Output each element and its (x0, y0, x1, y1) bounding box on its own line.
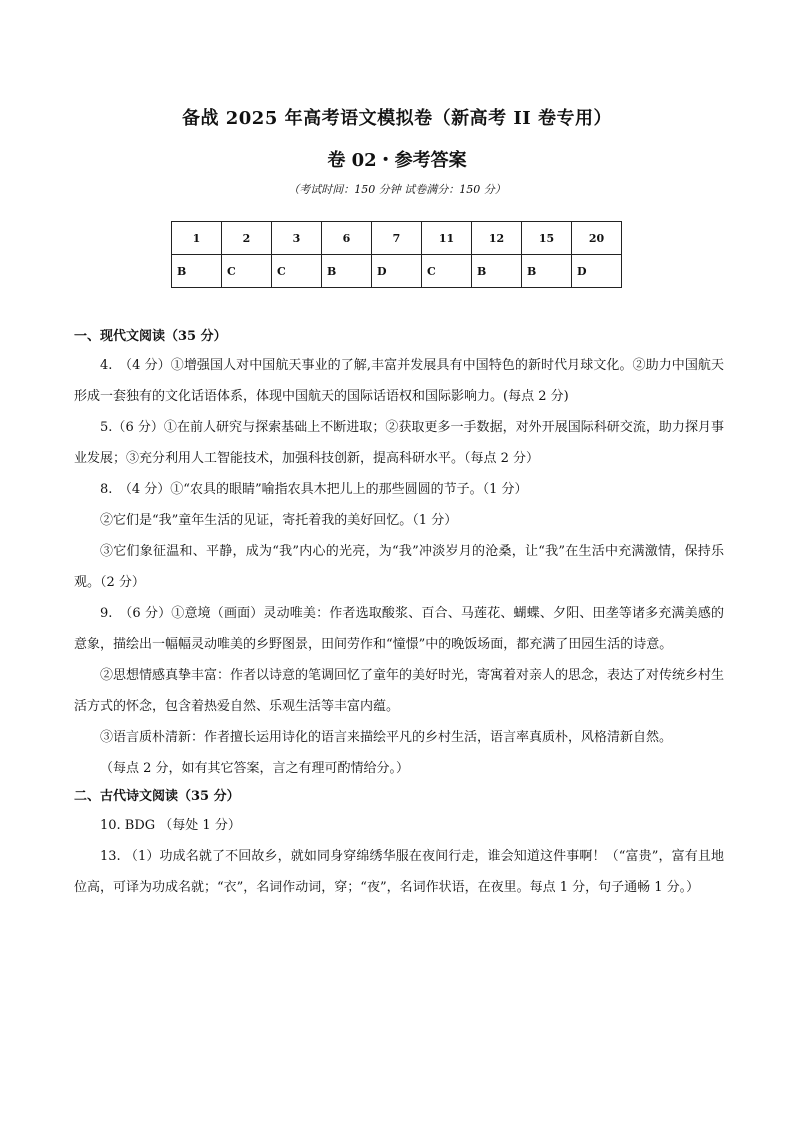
question-number: 20 (572, 222, 622, 255)
answer-choice: B (472, 255, 522, 288)
question-number: 11 (422, 222, 472, 255)
document-title: 备战 2025 年高考语文模拟卷（新高考 II 卷专用） (181, 108, 612, 129)
answer-paragraph: ②思想情感真挚丰富：作者以诗意的笔调回忆了童年的美好时光，寄寓着对亲人的思念，表达了对传统乡村生活方式的怀念，包含着热爱自然、乐观生活等丰富内蕴。 (74, 668, 725, 714)
answer-paragraph: 9. （6 分）①意境（画面）灵动唯美：作者选取酸浆、百合、马莲花、蝴蝶、夕阳、田垄等诸多充满美感的意象，描绘出一幅幅灵动唯美的乡野图景，田间劳作和“憧憬”中的晚饭场面，都充满了田园生活的诗意。 (74, 606, 724, 652)
answer-paragraph: ②它们是“我”童年生活的见证，寄托着我的美好回忆。（1 分） (100, 513, 458, 528)
answer-paragraph: 5.（6 分）①在前人研究与探索基础上不断进取；②获取更多一手数据，对外开展国际科研交流，助力探月事业发展；③充分利用人工智能技术，加强科技创新，提高科研水平。（每点 2 分） (74, 420, 724, 466)
answer-paragraph: 10. BDG （每处 1 分） (100, 818, 241, 833)
answer-table-numbers-row (172, 222, 622, 255)
answer-paragraph: 8. （4 分）①“农具的眼睛”喻指农具木把儿上的那些圆圆的节子。（1 分） (100, 482, 528, 497)
answer-choice: C (422, 255, 472, 288)
answer-choice: B (172, 255, 222, 288)
question-number: 3 (272, 222, 322, 255)
section-heading-modern-reading: 一、现代文阅读（35 分） (74, 329, 227, 344)
answer-paragraph: ③语言质朴清新：作者擅长运用诗化的语言来描绘平凡的乡村生活，语言率真质朴，风格清新自然。 (100, 730, 673, 745)
document-subtitle: 卷 02・参考答案 (327, 150, 467, 171)
answer-paragraph: 13. （1）功成名就了不回故乡，就如同身穿绵绣华服在夜间行走，谁会知道这件事啊！（“富贵”，富有且地位高，可译为功成名就；“衣”，名词作动词，穿；“夜”，名词作状语，在夜里。每点 1 分，句子通畅 1 分。） (74, 849, 724, 895)
answer-content (74, 324, 724, 903)
question-number: 12 (472, 222, 522, 255)
answer-choice: C (272, 255, 322, 288)
question-number: 1 (172, 222, 222, 255)
question-number: 15 (522, 222, 572, 255)
answer-choice: C (222, 255, 272, 288)
question-number: 2 (222, 222, 272, 255)
question-number: 7 (372, 222, 422, 255)
answer-choice: B (322, 255, 372, 288)
section-heading-classical-reading: 二、古代诗文阅读（35 分） (74, 789, 240, 804)
answer-choice: B (522, 255, 572, 288)
answer-table (171, 221, 622, 288)
question-number: 6 (322, 222, 372, 255)
exam-info: （考试时间：150 分钟 试卷满分：150 分） (288, 183, 506, 196)
answer-choice: D (372, 255, 422, 288)
answer-table-answers-row (172, 255, 622, 288)
answer-paragraph: （每点 2 分，如有其它答案，言之有理可酌情给分。） (100, 761, 410, 776)
answer-paragraph: ③它们象征温和、平静，成为“我”内心的光亮，为“我”冲淡岁月的沧桑，让“我”在生活中充满激情，保持乐观。（2 分） (74, 544, 724, 590)
answer-paragraph: 4. （4 分）①增强国人对中国航天事业的了解,丰富并发展具有中国特色的新时代月球文化。②助力中国航天形成一套独有的文化话语体系，体现中国航天的国际话语权和国际影响力。(每点 2 分) (74, 358, 724, 404)
answer-choice: D (572, 255, 622, 288)
